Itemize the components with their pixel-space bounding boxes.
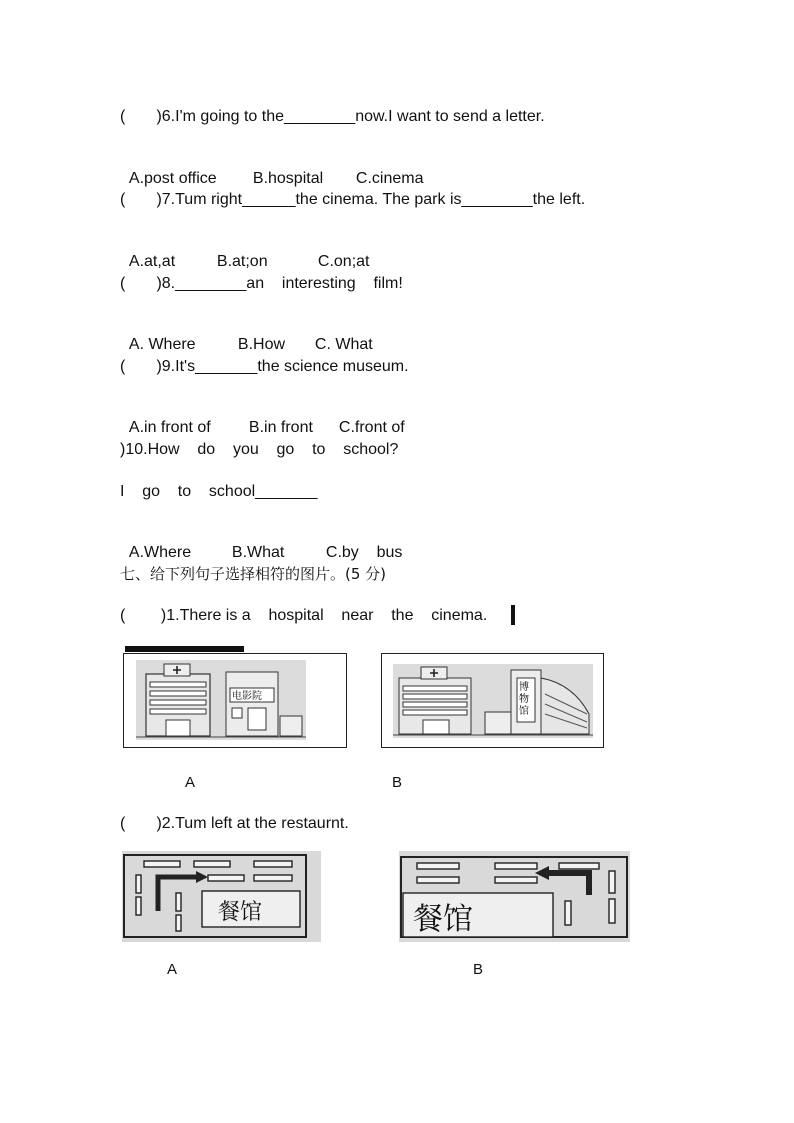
picture-1a-frame[interactable] (123, 653, 347, 748)
section-title: 七、给下列句子选择相符的图片。(5 分) (120, 565, 387, 583)
question-7-options (120, 232, 369, 272)
picture-1b-frame[interactable] (381, 653, 604, 748)
hospital-cinema-picture (136, 660, 306, 740)
question-9-options (120, 398, 405, 438)
museum-sign-1: 博 (519, 682, 529, 693)
museum-sign-2: 物 (519, 694, 529, 705)
restaurant-sign-b: 餐馆 (413, 902, 473, 937)
question-7: ( )7.Tum right______the cinema. The park is________the left. (120, 191, 586, 208)
option-c: C.on;at (317, 253, 370, 270)
question-10-answer-line: I go to school_______ (120, 483, 318, 500)
turn-left-map-a (122, 851, 321, 942)
option-a: A.Where (128, 544, 192, 561)
redaction-bar (125, 646, 244, 652)
option-c: C. What (314, 336, 373, 353)
caption-2a: A (167, 961, 178, 978)
caption-1a: A (185, 774, 196, 791)
option-b: B.hospital (252, 170, 324, 187)
question-8: ( )8.________an interesting film! (120, 275, 403, 292)
turn-left-map-b (399, 851, 630, 942)
option-a: A. Where (128, 336, 196, 353)
question-8-options (120, 315, 373, 355)
question-6: ( )6.I'm going to the________now.I want to send a letter. (120, 108, 545, 125)
hospital-museum-picture (393, 664, 593, 738)
picture-2a[interactable] (122, 851, 321, 942)
question-9: ( )9.It's_______the science museum. (120, 358, 409, 375)
cursor-mark (511, 605, 515, 625)
caption-1b: B (392, 774, 403, 791)
option-c: C.front of (338, 419, 405, 436)
cinema-sign: 电影院 (232, 691, 262, 702)
option-a: A.in front of (128, 419, 211, 436)
option-b: B.in front (248, 419, 313, 436)
question-6-options (120, 149, 423, 189)
option-a: A.at,at (128, 253, 176, 270)
museum-sign-3: 馆 (519, 706, 529, 717)
picture-2b[interactable] (399, 851, 630, 942)
picture-question-1: ( )1.There is a hospital near the cinema. (120, 607, 488, 624)
question-10-options (120, 523, 402, 563)
option-b: B.What (231, 544, 285, 561)
question-10: )10.How do you go to school? (120, 441, 399, 458)
option-c: C.by bus (325, 544, 403, 561)
picture-question-2: ( )2.Tum left at the restaurnt. (120, 815, 349, 832)
option-a: A.post office (128, 170, 217, 187)
restaurant-sign-a: 餐馆 (218, 900, 263, 925)
option-b: B.How (237, 336, 286, 353)
caption-2b: B (473, 961, 484, 978)
option-b: B.at;on (216, 253, 268, 270)
option-c: C.cinema (355, 170, 424, 187)
